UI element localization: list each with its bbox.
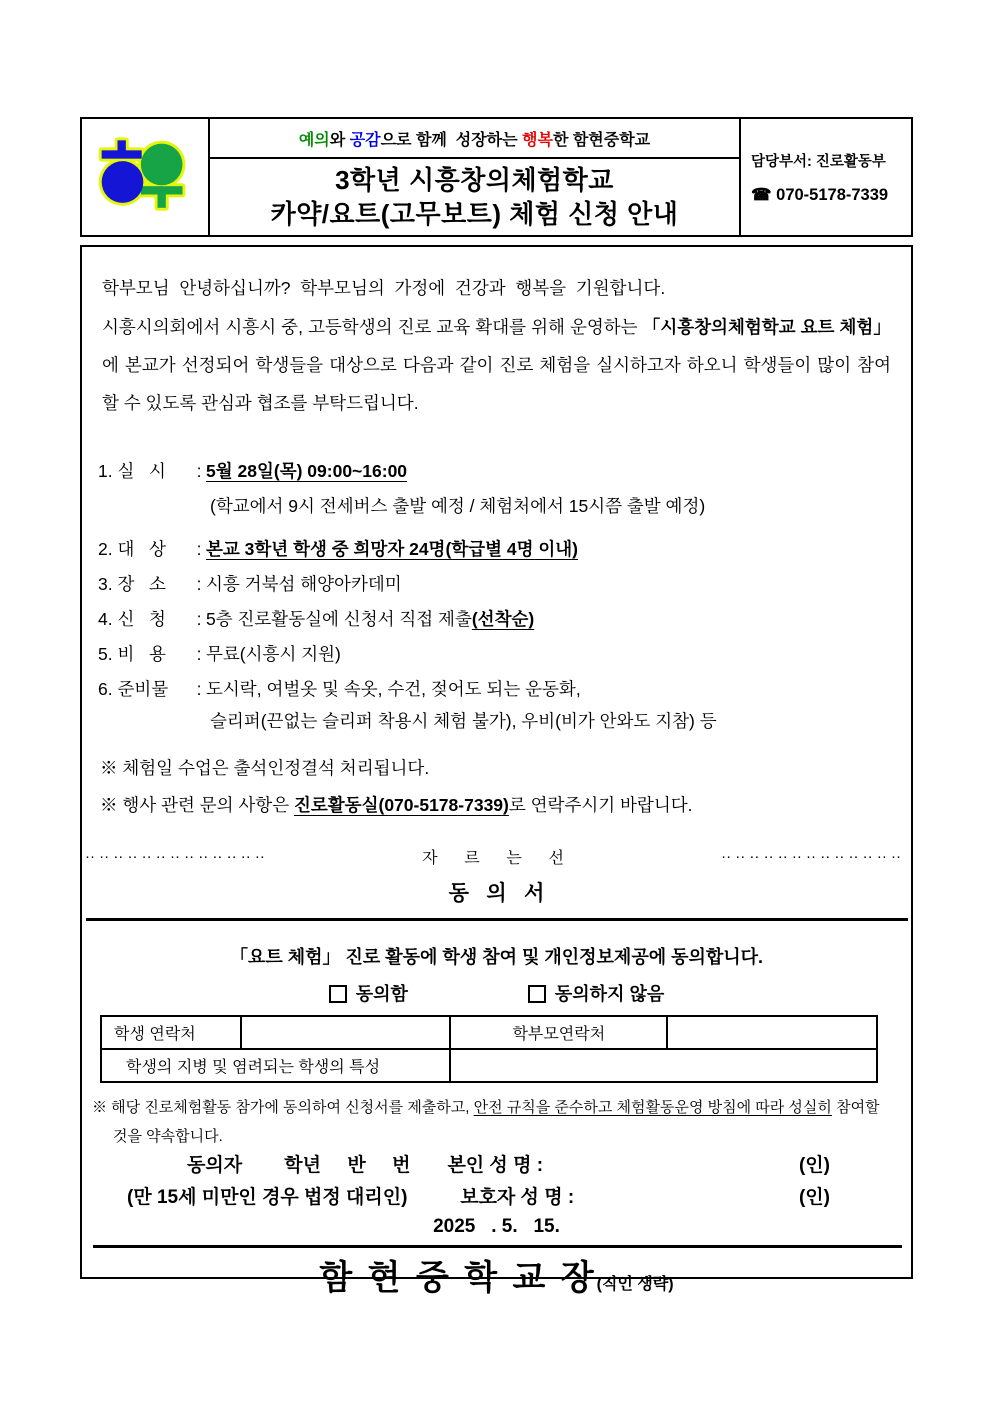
cut-line-dots-left: ·· ·· ·· ·· ·· ·· ·· ·· ·· ·· ·· ·· ·· <box>85 848 265 865</box>
document-title <box>210 159 739 235</box>
program-name-text: 「시흥창의체험학교 요트 체험」 <box>642 317 891 337</box>
parent-contact-input-cell[interactable] <box>667 1016 877 1049</box>
title-cell <box>210 119 741 235</box>
detail-colon: : <box>196 644 202 664</box>
detail-value-target: 본교 3학년 학생 중 희망자 24명(학급별 4명 이내) <box>206 539 579 559</box>
detail-colon: : <box>196 609 202 629</box>
detail-value-date: 5월 28일(목) 09:00~16:00 <box>206 461 408 481</box>
health-input-cell[interactable] <box>450 1049 877 1082</box>
detail-label: 3. 장 소 <box>98 574 166 594</box>
parent-contact-label-cell: 학부모연락처 <box>450 1016 667 1049</box>
intro-text-pre: 시흥시의회에서 시흥시 중, 고등학생의 진로 교육 확대를 위해 운영하는 <box>102 317 643 337</box>
slogan-word-empathy: 공감 <box>349 131 381 149</box>
slogan-text: 와 <box>329 131 350 149</box>
disagree-checkbox[interactable] <box>528 983 664 1005</box>
detail-item-target <box>98 532 895 567</box>
intro-text-post: 에 본교가 선정되어 학생들을 대상으로 다음과 같이 진로 체험을 실시하고자 하오니 학생들이 많이 참여할 수 있도록 관심과 협조를 부탁드립니다. <box>102 355 891 413</box>
consent-form-title: 동 의 서 <box>448 882 545 905</box>
detail-item-apply <box>98 602 895 637</box>
detail-colon: : <box>196 461 202 481</box>
promise-pre: ※ 해당 진로체험활동 참가에 동의하여 신청서를 제출하고, <box>92 1099 474 1116</box>
table-row <box>101 1049 877 1082</box>
checkbox-icon[interactable] <box>528 985 546 1003</box>
slogan-word-happy: 행복 <box>522 131 553 149</box>
student-contact-input-cell[interactable] <box>241 1016 451 1049</box>
detail-item-cost <box>98 637 895 672</box>
principal-note: (직인 생략) <box>596 1276 674 1293</box>
slogan-word-courtesy: 예의 <box>298 131 330 149</box>
school-logo-icon <box>95 137 195 217</box>
greeting-text: 학부모님 안녕하십니까? 학부모님의 가정에 건강과 행복을 기원합니다. <box>102 278 666 298</box>
logo-cell <box>82 119 210 235</box>
note-contact-phone: 진로활동실(070-5178-7339) <box>293 795 509 815</box>
title-line-1: 3학년 시흥창의체험학교 <box>335 165 614 195</box>
divider-line <box>86 918 908 921</box>
divider-line <box>93 1245 902 1248</box>
detail-value-apply-em: (선착순) <box>471 609 535 629</box>
signature-row-guardian <box>98 1185 895 1211</box>
signature-row-student <box>98 1153 895 1179</box>
table-row <box>101 1016 877 1049</box>
principal-signature <box>98 1250 895 1299</box>
title-line-2: 카약/요트(고무보트) 체험 신청 안내 <box>270 199 679 229</box>
department-label: 담당부서: 진로활동부 <box>751 153 886 170</box>
phone-number: 070-5178-7339 <box>771 185 889 204</box>
promise-underlined: 안전 규칙을 준수하고 체험활동운영 방침에 따라 성실히 <box>473 1099 832 1116</box>
detail-label: 2. 대 상 <box>98 539 166 559</box>
detail-value-supplies: 도시락, 여벌옷 및 속옷, 수건, 젖어도 되는 운동화, <box>206 679 581 699</box>
consent-choices <box>98 983 895 1005</box>
detail-label: 5. 비 용 <box>98 644 166 664</box>
document-body <box>80 245 913 1297</box>
detail-value-place: 시흥 거북섬 해양아카데미 <box>206 574 402 594</box>
signature-line-guardian: (만 15세 미만인 경우 법정 대리인) 보호자 성 명 : <box>127 1187 575 1208</box>
agree-checkbox[interactable] <box>329 983 408 1005</box>
health-label-cell: 학생의 지병 및 염려되는 학생의 특성 <box>101 1049 450 1082</box>
signature-line-student: 동의자 학년 반 번 본인 성 명 : <box>187 1155 544 1176</box>
school-slogan <box>210 119 739 159</box>
note-contact-pre: ※ 행사 관련 문의 사항은 <box>100 795 294 815</box>
principal-name: 함 현 중 학 교 장 <box>319 1259 597 1297</box>
note-attendance: ※ 체험일 수업은 출석인정결석 처리됩니다. <box>100 758 430 778</box>
note-contact <box>100 792 895 817</box>
slogan-text: 으로 함께 성장하는 <box>380 131 523 149</box>
document-header <box>80 117 913 237</box>
cut-line-label: 자 르 는 선 <box>422 850 564 867</box>
detail-subnote-supplies: 슬리퍼(끈없는 슬리퍼 착용시 체험 불가), 우비(비가 안와도 지참) 등 <box>210 711 717 731</box>
date-text: 2025 . 5. 15. <box>433 1216 560 1237</box>
detail-value-apply: 5층 진로활동실에 신청서 직접 제출 <box>206 609 472 629</box>
promise-text <box>92 1093 895 1151</box>
note-contact-post: 로 연락주시기 바랍니다. <box>508 795 693 815</box>
telephone-icon: ☎ <box>751 185 772 204</box>
cut-line <box>85 845 901 868</box>
contact-table <box>100 1015 878 1083</box>
slogan-text: 한 함현중학교 <box>552 131 651 149</box>
detail-item-supplies <box>98 672 895 707</box>
detail-colon: : <box>196 679 202 699</box>
detail-label: 4. 신 청 <box>98 609 166 629</box>
checkbox-icon[interactable] <box>329 985 347 1003</box>
phone-row <box>751 185 911 205</box>
detail-list <box>98 454 895 735</box>
student-contact-label-cell: 학생 연락처 <box>101 1016 241 1049</box>
intro-paragraph <box>102 308 891 422</box>
detail-colon: : <box>196 574 202 594</box>
detail-colon: : <box>196 539 202 559</box>
department-cell <box>741 119 911 235</box>
detail-label: 6. 준비물 <box>98 679 169 699</box>
detail-item-date <box>98 454 895 489</box>
consent-statement: 「요트 체험」 진로 활동에 학생 참여 및 개인정보제공에 동의합니다. <box>229 947 764 967</box>
promise-post: 참여할 것을 약속합니다. <box>113 1099 880 1145</box>
seal-mark-guardian: (인) <box>798 1187 830 1208</box>
agree-label: 동의함 <box>355 984 408 1004</box>
detail-subnote-bus: (학교에서 9시 전세버스 출발 예정 / 체험처에서 15시쯤 출발 예정) <box>210 496 706 516</box>
disagree-label: 동의하지 않음 <box>554 984 665 1004</box>
cut-line-dots-right: ·· ·· ·· ·· ·· ·· ·· ·· ·· ·· ·· ·· ·· <box>721 848 901 865</box>
detail-value-cost: 무료(시흥시 지원) <box>206 644 341 664</box>
seal-mark-student: (인) <box>798 1155 830 1176</box>
detail-label: 1. 실 시 <box>98 461 166 481</box>
detail-item-place <box>98 567 895 602</box>
